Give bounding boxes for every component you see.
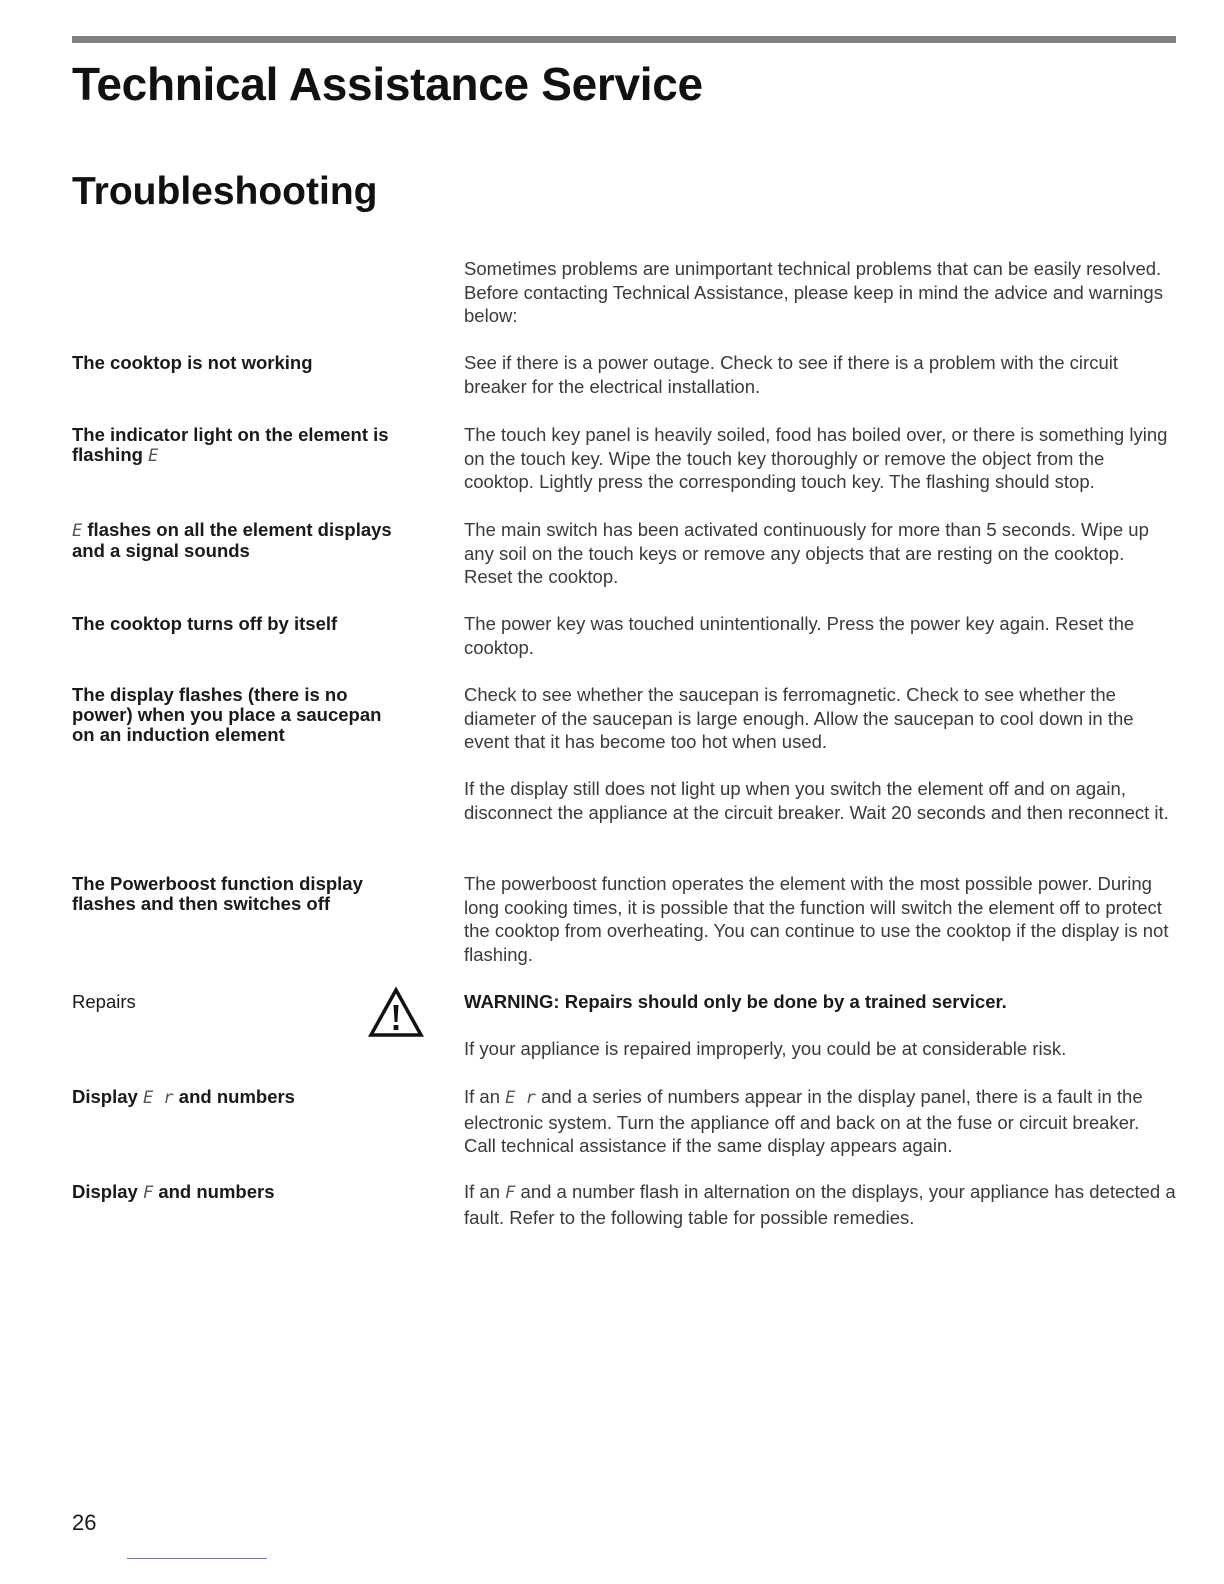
solution-text: If your appliance is repaired improperly, you could be at considerable risk. <box>464 1038 1067 1059</box>
problem-label: Repairs <box>72 991 136 1012</box>
solution-text-part: and a number flash in alternation on the displays, your appliance has detected a fault. Refer to the following table for possible remedies. <box>464 1181 1176 1228</box>
problem-label-text: and numbers <box>173 1086 295 1107</box>
solution-text-part: and a series of numbers appear in the display panel, there is a fault in the electronic system. Turn the appliance off and back on at the fuse or circuit breaker. Call technical assistance if the same display appears again. <box>464 1086 1143 1157</box>
display-code: E r <box>505 1088 536 1108</box>
problem-label <box>72 425 412 466</box>
solution-text: The touch key panel is heavily soiled, food has boiled over, or there is something lying on the touch key. Wipe the touch key thoroughly or remove the object from the cooktop. Lightly press the corresponding touch key. The flashing should stop. <box>464 424 1168 493</box>
intro-paragraph: Sometimes problems are unimportant technical problems that can be easily resolved. Before contacting Technical Assistance, please keep in mind the advice and warnings below: <box>464 258 1163 327</box>
solution-text <box>464 1180 1176 1229</box>
problem-label: The cooktop is not working <box>72 352 313 373</box>
warning-triangle-icon <box>368 986 424 1038</box>
problem-label: The display flashes (there is no power) when you place a saucepan on an induction element <box>72 684 382 745</box>
display-code: E <box>148 446 159 466</box>
section-title: Troubleshooting <box>72 170 378 213</box>
solution-text-part: If an <box>464 1086 506 1107</box>
footer-link-underline <box>127 1558 267 1559</box>
problem-label-text: Display <box>72 1086 143 1107</box>
solution-text: The power key was touched unintentionally. Press the power key again. Reset the cooktop. <box>464 613 1135 658</box>
problem-label-text: The indicator light on the element is flashing <box>72 424 389 465</box>
problem-label <box>72 1182 412 1203</box>
solution-text-secondary: If the display still does not light up when you switch the element off and on again, disconnect the appliance at the circuit breaker. Wait 20 seconds and then reconnect it. <box>464 778 1169 823</box>
page-number: 26 <box>72 1510 97 1535</box>
solution-text: The main switch has been activated continuously for more than 5 seconds. Wipe up any soil on the touch keys or remove any objects that are resting on the cooktop. Reset the cooktop. <box>464 519 1149 588</box>
problem-label <box>72 1087 412 1108</box>
display-code: E <box>72 521 83 541</box>
display-code: E r <box>142 1088 174 1108</box>
top-rule <box>72 36 1176 43</box>
display-code: F <box>142 1183 154 1203</box>
problem-label <box>72 520 412 561</box>
problem-label-text: Display <box>72 1181 143 1202</box>
warning-text: WARNING: Repairs should only be done by a trained servicer. <box>464 991 1007 1012</box>
solution-text-part: If an <box>464 1181 506 1202</box>
solution-text: The powerboost function operates the element with the most possible power. During long cooking times, it is possible that the function will switch the element off to protect the cooktop from overheating. You can continue to use the cooktop if the display is not flashing. <box>464 873 1169 965</box>
problem-label: The Powerboost function display flashes and then switches off <box>72 873 363 914</box>
solution-text <box>464 1085 1176 1158</box>
page-title: Technical Assistance Service <box>72 58 703 110</box>
problem-label: The cooktop turns off by itself <box>72 613 338 634</box>
solution-text: See if there is a power outage. Check to see if there is a problem with the circuit breaker for the electrical installation. <box>464 352 1118 397</box>
problem-label-text: flashes on all the element displays and a signal sounds <box>72 519 392 561</box>
solution-text: Check to see whether the saucepan is ferromagnetic. Check to see whether the diameter of the saucepan is large enough. Allow the saucepan to cool down in the event that it has become too hot when used. <box>464 684 1134 753</box>
problem-label-text: and numbers <box>153 1181 275 1202</box>
display-code: F <box>505 1183 516 1203</box>
